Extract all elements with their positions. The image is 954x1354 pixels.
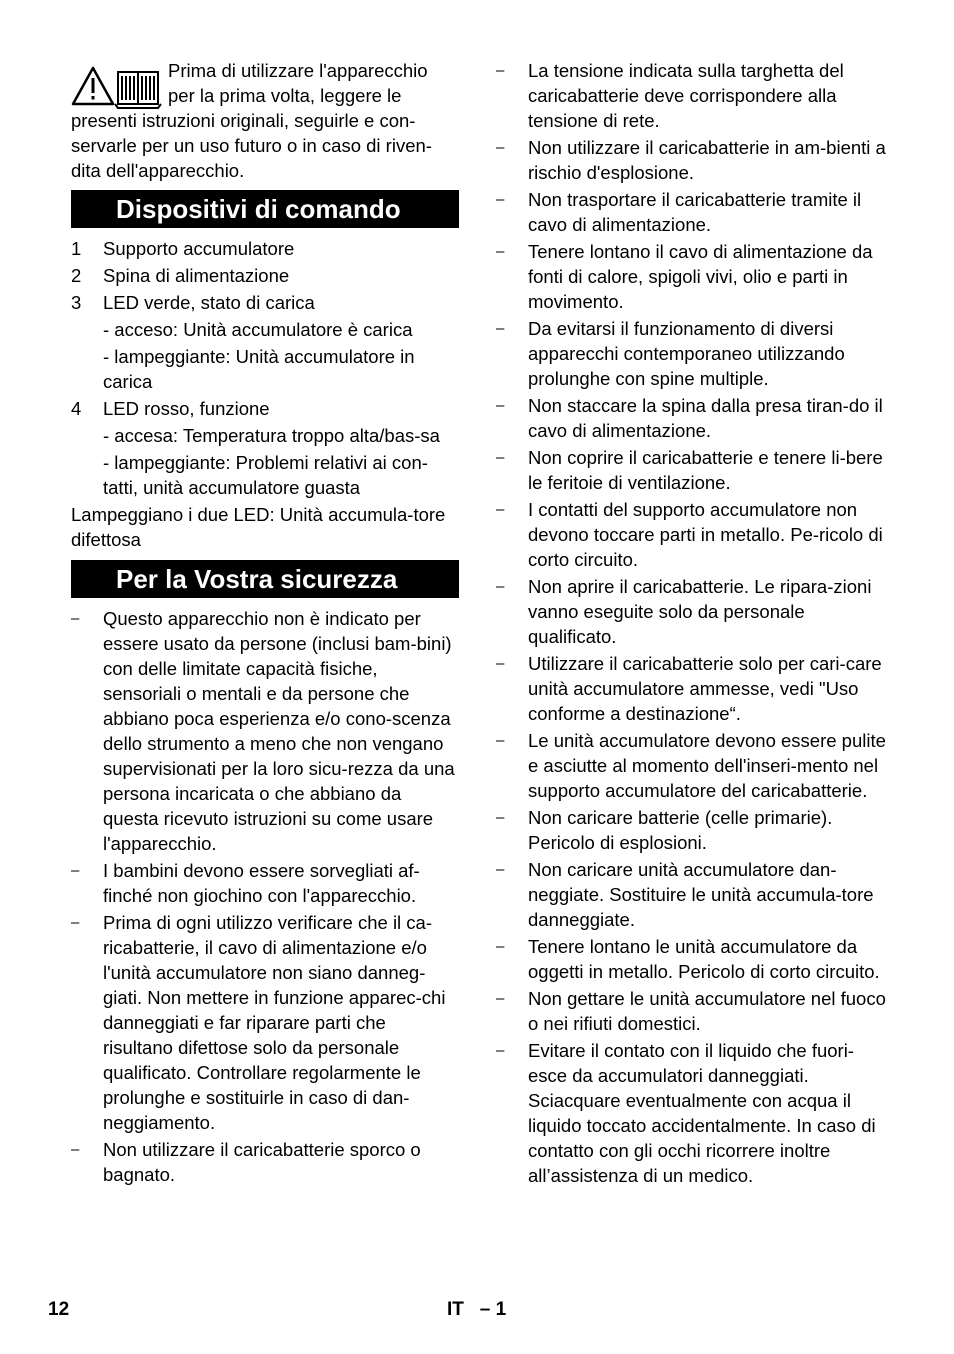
page-number: 12 — [48, 1299, 70, 1320]
led-red-blinking: - lampeggiante: Problemi relativi ai con-tatti, unità accumulatore guasta — [103, 452, 428, 498]
led-note: Lampeggiano i due LED: Unità accumula-tore difettosa — [71, 504, 446, 550]
list-item: – La tensione indicata sulla targhetta del caricabatterie deve corrispondere alla tensione di rete. — [496, 60, 844, 131]
led-green-on: - acceso: Unità accumulatore è carica — [103, 319, 413, 340]
warning-manual-icon — [71, 64, 163, 110]
warning-triangle-icon — [73, 68, 113, 104]
manual-book-icon — [115, 72, 161, 108]
section-heading-controls: Dispositivi di comando — [71, 190, 459, 228]
led-red-on: - accesa: Temperatura troppo alta/bas-sa — [103, 425, 440, 446]
list-item: – Non trasportare il caricabatterie tramite il cavo di alimentazione. — [496, 189, 862, 235]
intro-text: Prima di utilizzare l'apparecchio per la prima volta, leggere le presenti istruzioni originali, seguirle e con- servarle per un uso futuro o in caso di riven- dita dell'apparecchio. — [71, 60, 432, 181]
list-item: – Evitare il contato con il liquido che fuori-esce da accumulatori danneggiati. Sciacquare eventualmente con acqua il liquido toccato accidentalmente. In caso di contatto con gli occhi ricorrere inoltre all’assistenza di un medico. — [496, 1040, 876, 1186]
list-item: – Prima di ogni utilizzo verificare che il ca-ricabatterie, il cavo di alimentazione e/o l'unità accumulatore non siano danneg-giati. Non mettere in funzione apparec-chi danneggiati e far riparare parti che risultano difettose solo da personale qualificato. Controllare regolarmente le prolunghe e sostituirle in caso di dan-neggiamento. — [71, 912, 446, 1133]
list-item: – Da evitarsi il funzionamento di diversi apparecchi contemporaneo utilizzando prolunghe con spine multiple. — [496, 318, 845, 389]
safety-list-right — [496, 58, 888, 1188]
list-item: – Non coprire il caricabatterie e tenere li-bere le feritoie di ventilazione. — [496, 447, 883, 493]
list-item: – Non utilizzare il caricabatterie in am-bienti a rischio d'esplosione. — [496, 137, 886, 183]
list-item: – Tenere lontano le unità accumulatore da oggetti in metallo. Pericolo di corto circuito. — [496, 936, 880, 982]
list-item: – Non gettare le unità accumulatore nel fuoco o nei rifiuti domestici. — [496, 988, 886, 1034]
list-item: – Non aprire il caricabatterie. Le ripara-zioni vanno eseguite solo da personale qualificato. — [496, 576, 872, 647]
list-item: – Non caricare batterie (celle primarie). Pericolo di esplosioni. — [496, 807, 833, 853]
controls-list-cont — [71, 396, 459, 421]
safety-list-left — [71, 606, 459, 1187]
list-item: – Questo apparecchio non è indicato per essere usato da persone (inclusi bam-bini) con delle limitate capacità fisiche, sensoriali o mentali e da persone che abbiano poca esperienza e/o cono-scenza dello strumento a meno che non vengano supervisionati per la loro sicu-rezza da una persona incaricata o che abbiano da questa ricevuto istruzioni su come usare l'apparecchio. — [71, 608, 455, 854]
controls-list — [71, 236, 459, 315]
list-item: – Utilizzare il caricabatterie solo per cari-care unità accumulatore ammesse, vedi "Uso conforme a destinazione“. — [496, 653, 882, 724]
list-item: – Non staccare la spina dalla presa tiran-do il cavo di alimentazione. — [496, 395, 883, 441]
list-item: – I contatti del supporto accumulatore non devono toccare parti in metallo. Pe-ricolo di corto circuito. — [496, 499, 883, 570]
section-heading-safety: Per la Vostra sicurezza — [71, 560, 459, 598]
list-item: – Non utilizzare il caricabatterie sporco o bagnato. — [71, 1139, 421, 1185]
list-item: 3 LED verde, stato di carica — [71, 292, 315, 313]
list-item: 2 Spina di alimentazione — [71, 265, 290, 286]
list-item: – I bambini devono essere sorvegliati af-finché non giochino con l'apparecchio. — [71, 860, 420, 906]
led-green-blinking: - lampeggiante: Unità accumulatore in carica — [103, 346, 415, 392]
language-page-label: IT – 1 — [447, 1299, 507, 1320]
list-item: 4 LED rosso, funzione — [71, 398, 270, 419]
list-item: 1 Supporto accumulatore — [71, 238, 295, 259]
list-item: – Non caricare unità accumulatore dan-neggiate. Sostituire le unità accumula-tore danneggiate. — [496, 859, 874, 930]
list-item: – Tenere lontano il cavo di alimentazione da fonti di calore, spigoli vivi, olio e parti in movimento. — [496, 241, 873, 312]
left-column — [71, 58, 459, 1189]
list-item: – Le unità accumulatore devono essere pulite e asciutte al momento dell'inseri-mento nel supporto accumulatore del caricabatterie. — [496, 730, 886, 801]
intro-block — [71, 58, 459, 184]
right-column — [496, 58, 888, 1190]
